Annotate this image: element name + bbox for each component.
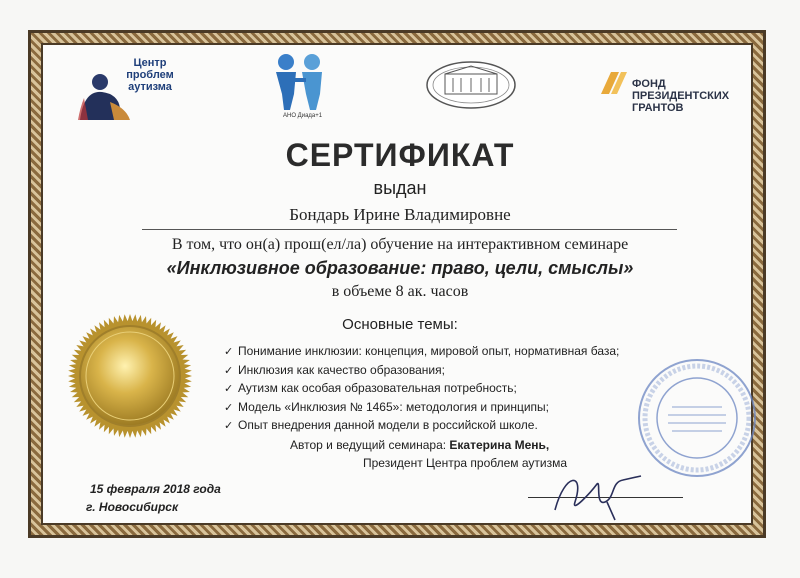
checkmark-icon: ✓ [224, 383, 234, 395]
list-item: ✓ Модель «Инклюзия № 1465»: методология и принципы; [224, 399, 619, 418]
recipient-name: Бондарь Ирине Владимировне [289, 205, 511, 224]
author-line: Автор и ведущий семинара: Екатерина Мень, [290, 438, 550, 452]
list-item: ✓ Опыт внедрения данной модели в российской школе. [224, 417, 619, 436]
course-hours: в объеме 8 ак. часов [331, 283, 469, 300]
training-statement: В том, что он(а) прош(ел/ла) обучение на интерактивном семинаре [171, 236, 629, 253]
recipient-underline [142, 229, 677, 230]
dnada-logo-icon [258, 50, 338, 112]
author-position: Президент Центра проблем аутизма [363, 456, 568, 470]
fund-logo-text: ФОНД ПРЕЗИДЕНТСКИХ ГРАНТОВ [632, 78, 730, 114]
fund-logo-icon [597, 68, 629, 98]
dnada-logo-text: АНО Диада+1 [283, 113, 323, 119]
certificate-title: СЕРТИФИКАТ [285, 137, 515, 173]
checkmark-icon: ✓ [224, 364, 234, 377]
topics-heading: Основные темы: [342, 316, 458, 333]
checkmark-icon: ✓ [224, 420, 234, 432]
gold-seal-icon [66, 312, 194, 440]
seminar-title: «Инклюзивное образование: право, цели, смыслы» [166, 258, 634, 278]
checkmark-icon: ✓ [224, 346, 234, 358]
list-item: ✓ Инклюзия как качество образования; [224, 362, 619, 381]
issue-date: 15 февраля 2018 года [90, 482, 221, 496]
autism-center-logo-text: Центр проблем аутизма [126, 57, 174, 93]
signature-icon [545, 462, 655, 524]
list-item: ✓ Аутизм как особая образовательная потребность; [224, 380, 619, 399]
topics-list [224, 343, 619, 436]
issued-label: выдан [373, 178, 427, 198]
building-emblem-icon [425, 60, 517, 110]
author-name: Екатерина Мень, [449, 438, 550, 452]
list-item: ✓ Понимание инклюзии: концепция, мировой опыт, нормативная база; [224, 343, 619, 362]
checkmark-icon: ✓ [224, 401, 234, 414]
issue-city: г. Новосибирск [86, 500, 179, 514]
